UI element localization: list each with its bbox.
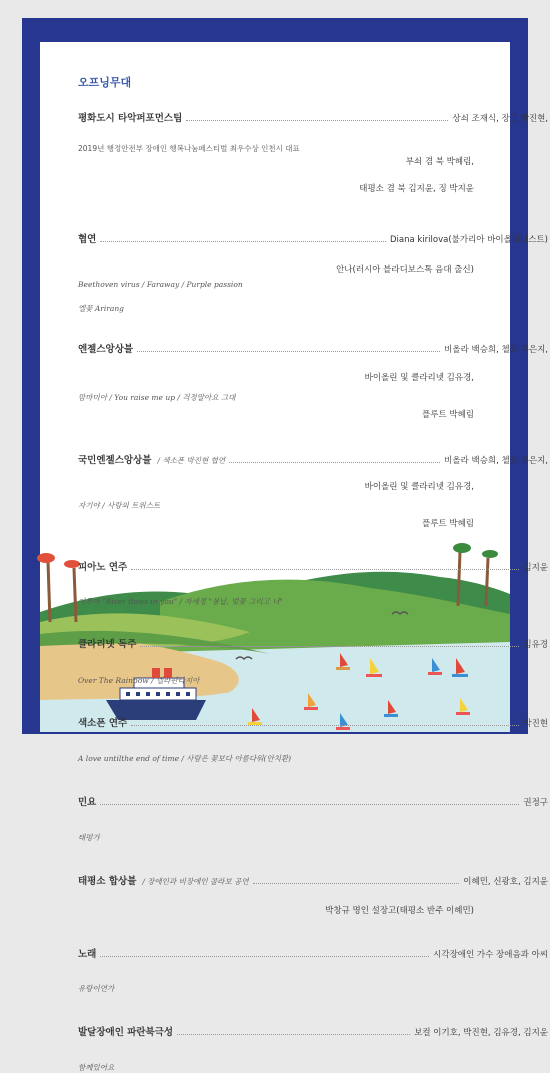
item-title: 색소폰 연주 [78, 718, 128, 729]
performer: 김유경 [523, 640, 548, 650]
item-title: 협연 [78, 234, 97, 245]
program-item [78, 1022, 548, 1038]
piece-list: 이루마 "River flows in you" / 자세정 "봄날, 벚꽃 그리고 너" [78, 597, 283, 606]
leader-dots [140, 646, 519, 647]
program-item [78, 557, 548, 573]
performer: 이혜민, 신광호, 김지윤 [463, 877, 548, 887]
leader-dots [100, 956, 429, 957]
performer: 태평소 겸 북 김지윤, 징 박지윤 [359, 184, 474, 194]
program-page [40, 42, 548, 1072]
piece-list: A love untilthe end of time / 사람은 꽃보다 아름다워(안치환) [78, 754, 292, 763]
piece-list: 유랑이연가 [78, 984, 115, 993]
piece-list: 맘마미아 / You raise me up / 걱정말아요 그대 [78, 393, 236, 402]
leader-dots [137, 351, 440, 352]
program-item [78, 339, 548, 355]
item-title: 평화도시 타악퍼포먼스팀 [78, 113, 183, 124]
item-subtitle: / 색소폰 박진현 협연 [157, 456, 226, 465]
item-title: 발달장애인 파란북극성 [78, 1027, 174, 1038]
leader-dots [253, 883, 460, 884]
item-title: 피아노 연주 [78, 562, 128, 573]
piece-list: 태평가 [78, 833, 100, 842]
program-item [78, 108, 548, 124]
performer: 부쇠 겸 북 박혜림, [405, 157, 474, 167]
leader-dots [100, 804, 519, 805]
leader-dots [131, 725, 519, 726]
item-note: 2019년 행정안전부 장애인 행복나눔페스티벌 최우수상 인천시 대표 [78, 144, 300, 153]
item-subtitle: / 장애인과 비장애인 콜라보 공연 [142, 877, 249, 886]
section-heading: 오프닝무대 [78, 76, 132, 89]
leader-dots [177, 1034, 410, 1035]
performer: 플루트 박혜림 [422, 410, 474, 420]
piece-list: 함께있어요 [78, 1063, 115, 1072]
piece-list: 엘꽃 Arirang [78, 304, 124, 313]
piece-list: 자기야 / 사랑의 트위스트 [78, 501, 161, 510]
performer: 보컬 이기호, 박진현, 김유경, 김지윤 [414, 1028, 548, 1038]
performer: 시각장애인 가수 장애음과 아씨 [433, 950, 548, 960]
piece-list: Beethoven virus / Faraway / Purple passion [78, 280, 243, 289]
performer: 박창규 명인 설장고(태평소 반주 이혜민) [325, 906, 474, 916]
seaside-illustration [40, 522, 510, 732]
performer: 안나(러시아 블라디보스톡 음대 출신) [336, 265, 474, 275]
performer: 김지윤 [523, 563, 548, 573]
leader-dots [131, 569, 519, 570]
program-item [78, 634, 548, 650]
program-item [78, 871, 548, 887]
performer: Diana kirilova(불가리아 바이올리니스트) [389, 235, 548, 245]
performer: 상쇠 조재식, 장고 박진현, [452, 114, 548, 124]
performer: 플루트 박혜림 [422, 519, 474, 529]
performer: 권정구 [523, 798, 548, 808]
performer: 바이올린 및 클라리넷 김유경, [364, 482, 474, 492]
performer: 박진현 [523, 719, 548, 729]
piece-list: Over The Rainbow / 넬라판타지아 [78, 676, 200, 685]
program-item [78, 713, 548, 729]
program-item [78, 229, 548, 245]
performer: 비올라 백승희, 첼로 유은지, [444, 345, 548, 355]
program-item [78, 944, 548, 960]
item-title: 엔젤스앙상블 [78, 344, 134, 355]
leader-dots [229, 462, 440, 463]
program-item [78, 450, 548, 466]
program-item [78, 792, 548, 808]
performer: 비올라 백승희, 첼로 유은지, [444, 456, 548, 466]
leader-dots [186, 120, 448, 121]
item-title: 국민엔젤스앙상블 [78, 455, 152, 466]
item-title: 노래 [78, 949, 97, 960]
leader-dots [100, 241, 386, 242]
performer: 바이올린 및 클라리넷 김유경, [364, 373, 474, 383]
item-title: 클라리넷 독주 [78, 639, 137, 650]
item-title: 민요 [78, 797, 97, 808]
item-title: 태평소 합상블 [78, 876, 137, 887]
